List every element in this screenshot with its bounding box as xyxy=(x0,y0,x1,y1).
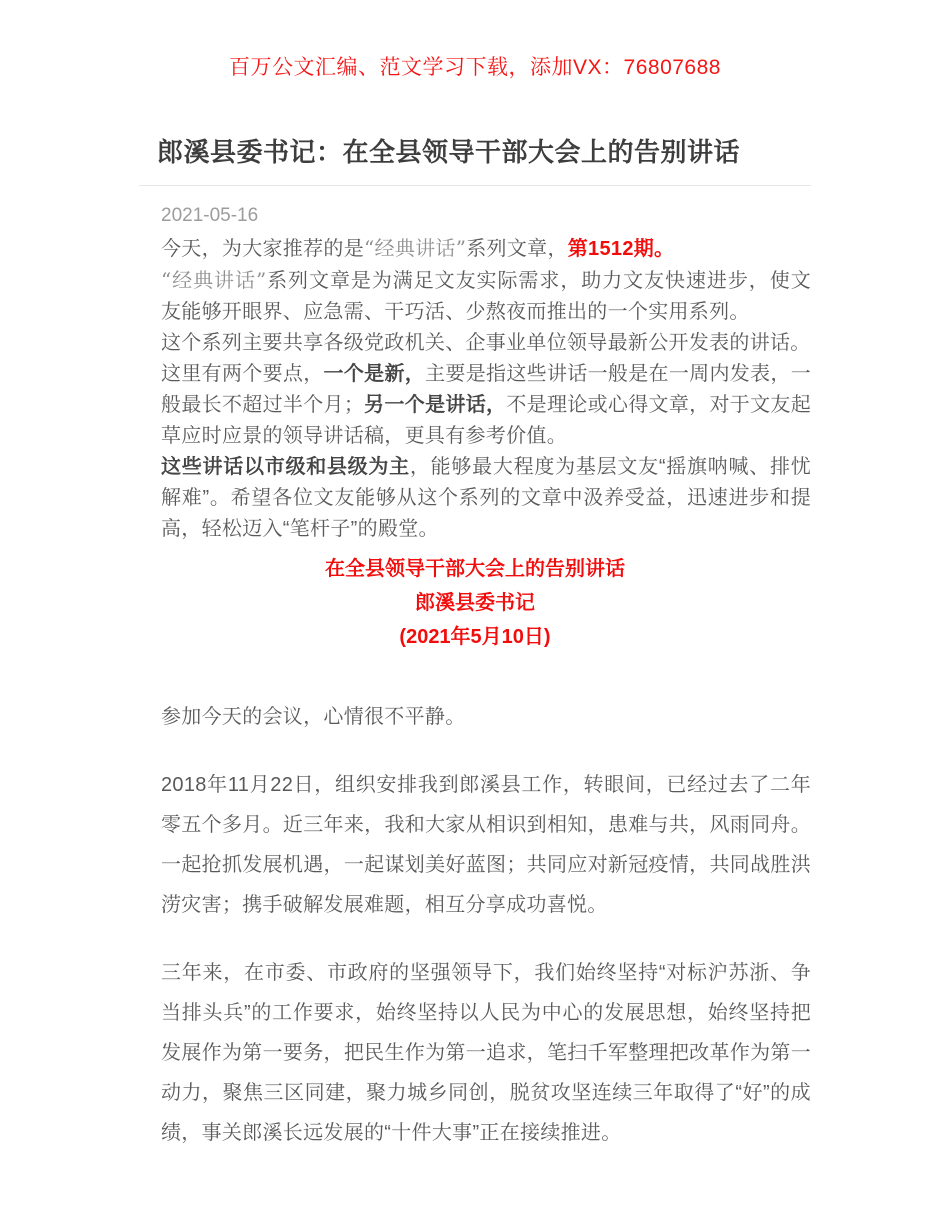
intro-paragraph xyxy=(161,265,811,328)
speech-heading: 郎溪县委书记 xyxy=(415,592,535,614)
intro-paragraph xyxy=(161,359,811,452)
body-text: ，能够最大程度为基层文友“摇旗呐喊、排忧解难”。希望各位文友能够从这个系列的文章中汲养受益，迅速进步和提高，轻松迈入“笔杆子”的殿堂。 xyxy=(161,456,811,540)
red-emphasis-text: 第1512期。 xyxy=(567,238,675,260)
speech-heading: 在全县领导干部大会上的告别讲话 xyxy=(325,558,625,580)
bold-emphasis-text: 一个是新， xyxy=(323,363,426,385)
quoted-phrase: “经典讲话” xyxy=(161,268,267,292)
speech-paragraph: 三年来，在市委、市政府的坚强领导下，我们始终坚持“对标沪苏浙、争当排头兵”的工作要求，始终坚持以人民为中心的发展思想，始终坚持把发展作为第一要务，把民生作为第一追求，笔扫千军整理把改革作为第一动力，聚焦三区同建，聚力城乡同创，脱贫攻坚连续三年取得了“好”的成绩，事关郎溪长远发展的“十件大事”正在接续推进。 xyxy=(161,962,811,1144)
publish-date: 2021-05-16 xyxy=(161,205,259,226)
speech-paragraph: 参加今天的会议，心情很不平静。 xyxy=(161,706,466,728)
body-text: 系列文章， xyxy=(466,238,568,260)
bold-emphasis-text: 这些讲话以市级和县级为主 xyxy=(161,456,410,478)
promo-banner: 百万公文汇编、范文学习下载，添加VX：76807688 xyxy=(229,56,721,79)
body-text: 这个系列主要共享各级党政机关、企事业单位领导最新公开发表的讲话。 xyxy=(161,332,811,354)
body-text: 系列文章是为满足文友实际需求，助力文友快速进步，使文友能够开眼界、应急需、干巧活、少熬夜而推出的一个实用系列。 xyxy=(161,270,811,323)
intro-paragraph xyxy=(161,233,811,265)
quoted-phrase: “经典讲话” xyxy=(364,236,467,260)
speech-heading: (2021年5月10日) xyxy=(399,626,551,648)
speech-paragraph: 2018年11月22日，组织安排我到郎溪县工作，转眼间，已经过去了二年零五个多月。近三年来，我和大家从相识到相知，患难与共，风雨同舟。一起抢抓发展机遇，一起谋划美好蓝图；共同应对新冠疫情，共同战胜洪涝灾害；携手破解发展难题，相互分享成功喜悦。 xyxy=(161,774,811,916)
title-divider xyxy=(139,185,811,186)
body-text: 不是理论或心得文章，对于文友起草应时应景的领导讲话稿，更具有参考价值。 xyxy=(161,394,812,447)
bold-emphasis-text: 另一个是讲话， xyxy=(364,394,507,416)
speech-body xyxy=(139,697,811,1153)
intro-paragraph xyxy=(161,328,811,359)
intro-paragraph xyxy=(161,452,811,545)
article-title: 郎溪县委书记：在全县领导干部大会上的告别讲话 xyxy=(157,137,741,167)
intro-section xyxy=(139,233,811,545)
body-text: 今天，为大家推荐的是 xyxy=(161,238,364,260)
body-text: 主要是指这些讲话一般是在一周内发表，一般最长不超过半个月； xyxy=(161,363,812,416)
speech-heading-block xyxy=(139,554,811,653)
article-container xyxy=(139,132,811,1153)
body-text: 这里有两个要点， xyxy=(161,363,324,385)
